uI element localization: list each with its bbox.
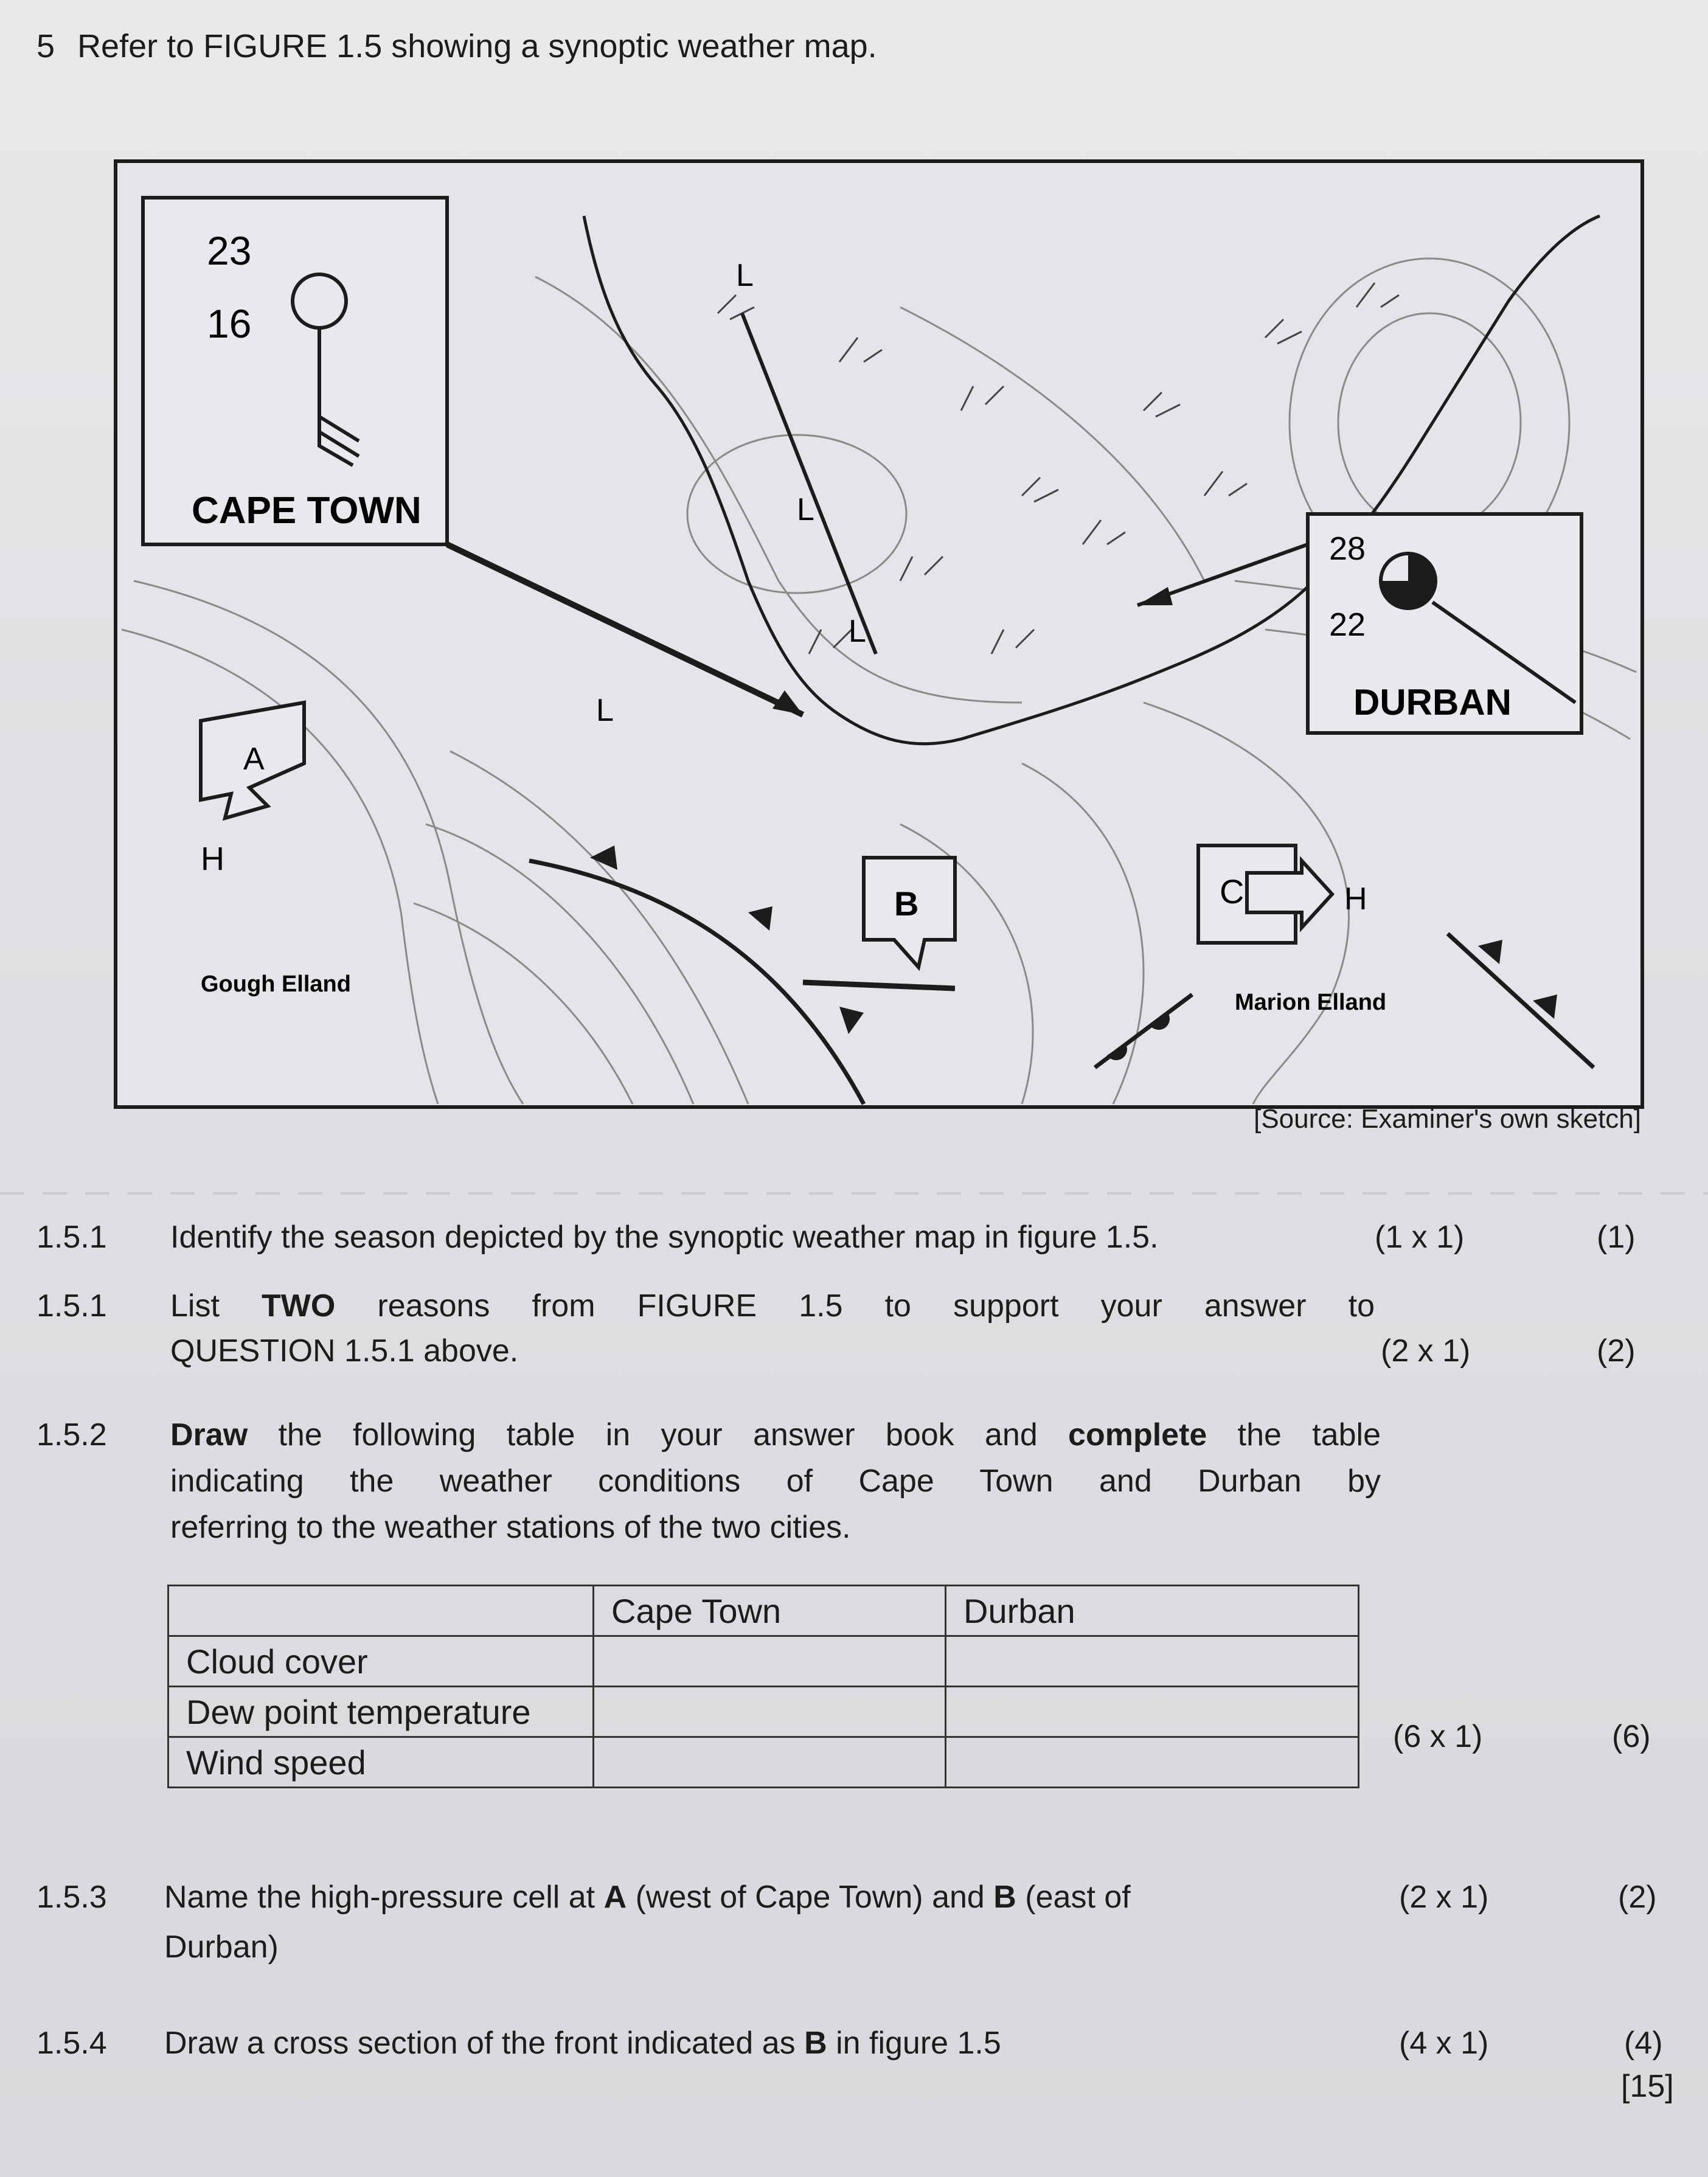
- q3-bold1: Draw: [170, 1417, 248, 1453]
- q4-line2: Durban): [164, 1929, 279, 1965]
- q5-line: [164, 2019, 1001, 2067]
- question-marks: (2): [1618, 1880, 1657, 1915]
- low-label-1: L: [736, 258, 754, 293]
- low-label-2: L: [797, 492, 814, 527]
- table-cell: [594, 1737, 946, 1788]
- question-1-5-2: [36, 1411, 1679, 1557]
- question-text-line1: [170, 1282, 1375, 1330]
- table-cell: [594, 1636, 946, 1687]
- question-marks: (1): [1597, 1220, 1636, 1255]
- durban-dew: 22: [1329, 606, 1366, 643]
- question-calc: (2 x 1): [1399, 1880, 1489, 1915]
- table-header-durban: Durban: [946, 1586, 1359, 1636]
- table-header-row: [168, 1586, 1359, 1636]
- table-cell: [946, 1687, 1359, 1737]
- intro-line: [36, 27, 877, 65]
- question-number: 1.5.3: [36, 1880, 107, 1915]
- q4-line1: [164, 1873, 1131, 1921]
- question-marks: (4): [1624, 2026, 1663, 2061]
- cape-town-temp: 23: [207, 228, 252, 273]
- question-text: Identify the season depicted by the synoptic weather map in figure 1.5.: [170, 1220, 1159, 1255]
- q4-t1: Name the high-pressure cell at: [164, 1880, 604, 1915]
- question-number: 1.5.4: [36, 2026, 107, 2061]
- label-a: A: [243, 741, 265, 777]
- label-c: C: [1220, 872, 1245, 911]
- q4-b2: B: [993, 1880, 1016, 1915]
- label-b: B: [894, 884, 919, 923]
- question-text-a: List: [170, 1288, 262, 1324]
- q3-t2: the table: [1207, 1417, 1381, 1453]
- intro-text: Refer to FIGURE 1.5 showing a synoptic weather map.: [77, 28, 877, 64]
- q3-bold2: complete: [1068, 1417, 1207, 1453]
- table-cell: [594, 1687, 946, 1737]
- question-calc: (2 x 1): [1381, 1333, 1471, 1369]
- question-calc: (4 x 1): [1399, 2026, 1489, 2061]
- table-cell: [946, 1737, 1359, 1788]
- durban-temp: 28: [1329, 530, 1366, 567]
- cape-town-dew: 16: [207, 301, 252, 346]
- q4-b1: A: [603, 1880, 627, 1915]
- question-text-c: reasons from FIGURE 1.5 to support your answer to: [335, 1288, 1375, 1324]
- question-line1: [170, 1411, 1381, 1459]
- marion-island-label: Marion Elland: [1235, 990, 1387, 1015]
- q5-b1: B: [804, 2026, 827, 2061]
- q3-marks: (6): [1612, 1719, 1651, 1754]
- question-number: 1.5.1: [36, 1288, 107, 1324]
- answer-table: [167, 1585, 1359, 1788]
- durban-name: DURBAN: [1353, 682, 1512, 723]
- q5-t2: in figure 1.5: [827, 2026, 1001, 2061]
- table-row: [168, 1636, 1359, 1687]
- question-1-5-1-reasons: [36, 1282, 1679, 1380]
- q3-line2: indicating the weather conditions of Cape Town and Durban by: [170, 1463, 1381, 1499]
- q4-t3: (east of: [1016, 1880, 1131, 1915]
- question-1-5-3: [36, 1873, 1679, 1977]
- question-number: 1.5.1: [36, 1220, 107, 1255]
- question-calc: (1 x 1): [1375, 1220, 1465, 1255]
- question-text-b: TWO: [262, 1288, 336, 1324]
- high-label-west: H: [201, 841, 224, 877]
- total-marks: [15]: [1621, 2069, 1674, 2104]
- low-label-3: L: [849, 614, 866, 649]
- table-header-cape-town: Cape Town: [594, 1586, 946, 1636]
- question-number: 1.5.2: [36, 1417, 107, 1453]
- synoptic-weather-map: [109, 155, 1654, 1116]
- intro-number: 5: [36, 28, 55, 64]
- q3-t1: the following table in your answer book and: [248, 1417, 1069, 1453]
- gough-island-label: Gough Elland: [201, 971, 351, 997]
- low-label-4: L: [596, 693, 614, 728]
- table-header-cell: [168, 1586, 594, 1636]
- question-text-d: QUESTION 1.5.1 above.: [170, 1333, 519, 1369]
- page-divider: [0, 1192, 1708, 1195]
- row-label-cloud-cover: Cloud cover: [168, 1636, 594, 1687]
- q5-t1: Draw a cross section of the front indicated as: [164, 2026, 805, 2061]
- q3-calc: (6 x 1): [1393, 1719, 1483, 1754]
- row-label-wind-speed: Wind speed: [168, 1737, 594, 1788]
- row-label-dew-point: Dew point temperature: [168, 1687, 594, 1737]
- cape-town-name: CAPE TOWN: [192, 490, 422, 532]
- high-label-east: H: [1344, 881, 1367, 917]
- table-row: [168, 1687, 1359, 1737]
- table-row: [168, 1737, 1359, 1788]
- question-marks: (2): [1597, 1333, 1636, 1369]
- q4-t2: (west of Cape Town) and: [627, 1880, 994, 1915]
- table-cell: [946, 1636, 1359, 1687]
- map-source: [Source: Examiner's own sketch]: [1254, 1104, 1641, 1134]
- q3-line3: referring to the weather stations of the two cities.: [170, 1510, 851, 1545]
